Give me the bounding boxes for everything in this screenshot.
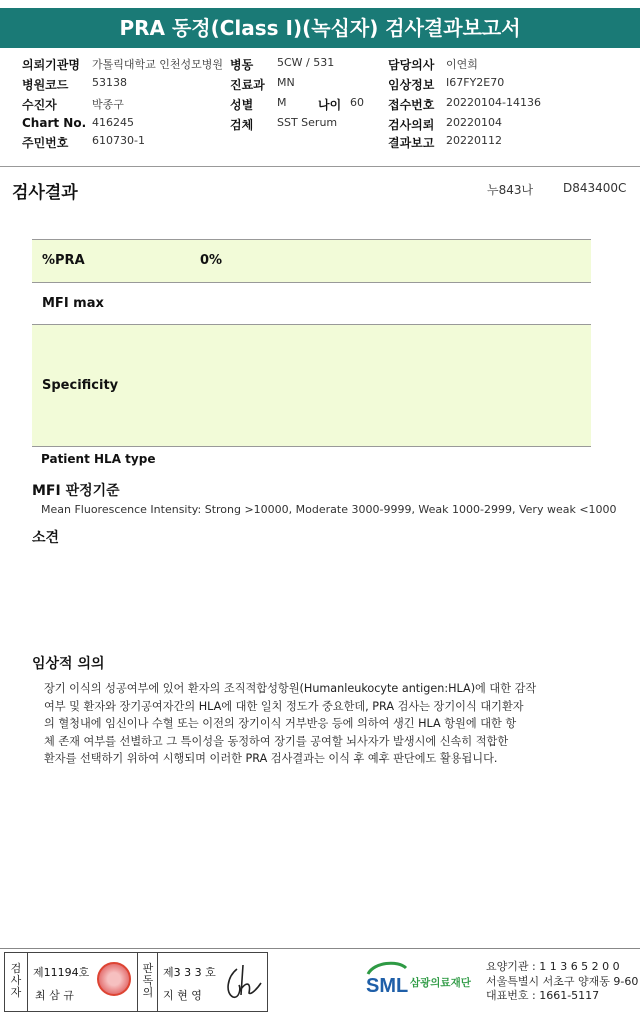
reviewer-label: [141, 963, 155, 999]
significance-line: 환자를 선택하기 위하여 시행되며 이러한 PRA 검사결과는 이식 후 예후 판단에도 활용됩니다.: [44, 752, 498, 765]
result-row-mfi-max: [32, 283, 591, 325]
sex-value: M: [277, 96, 287, 109]
report-date-label: 결과보고: [388, 136, 435, 150]
tester-seal: [97, 962, 131, 996]
specimen-label: 검체: [230, 118, 254, 132]
rrn-label: 주민번호: [22, 136, 69, 150]
footer-divider: [0, 948, 640, 949]
doctor-label: 담당의사: [388, 58, 435, 72]
org-address: 서울특별시 서초구 양재동 9-60: [486, 974, 639, 988]
org-code: 요양기관 : 1 1 3 6 5 2 0 0: [486, 960, 620, 973]
significance-line: 여부 및 환자와 장기공여자간의 HLA에 대한 일치 정도가 중요한데, PRA 검사는 장기이식 대기환자: [44, 699, 524, 713]
svg-text:삼광의료재단: 삼광의료재단: [410, 977, 471, 989]
request-date-label: 검사의뢰: [388, 118, 435, 132]
rrn-value: 610730-1: [92, 134, 145, 147]
reviewer-signature: [223, 959, 267, 1005]
result-row-pra: [32, 240, 591, 283]
patient-info: [0, 56, 640, 164]
mfi-criteria-text: Mean Fluorescence Intensity: Strong >10000, Moderate 3000-9999, Weak 1000-2999, Very weak <1000: [41, 503, 617, 516]
mfi-max-label: MFI max: [42, 296, 104, 311]
chart-no-value: 416245: [92, 116, 134, 129]
mfi-criteria-title: MFI 판정기준: [32, 483, 120, 499]
reviewer-name: 지 현 영: [163, 989, 202, 1002]
hospital-code-value: 53138: [92, 76, 127, 89]
sex-label: 성별: [230, 98, 254, 112]
clinical-significance-text: [44, 680, 589, 768]
chart-no-label: Chart No.: [22, 116, 87, 130]
results-title: 검사결과: [12, 183, 78, 203]
reception-value: 20220104-14136: [446, 96, 541, 109]
age-value: 60: [350, 96, 364, 109]
significance-line: 체 존재 여부를 선별하고 그 특이성을 동정하여 장기를 공여할 뇌사자가 발생시에 신속히 적합한: [44, 734, 509, 748]
reviewer-license-no: 제3 3 3 호: [163, 966, 216, 979]
sml-logo-icon: [364, 960, 480, 1004]
report-date-value: 20220112: [446, 134, 502, 147]
clinical-info-value: I67FY2E70: [446, 76, 505, 89]
report-title: PRA 동정(Class I)(녹십자) 검사결과보고서: [0, 8, 640, 48]
organization-info: [486, 960, 638, 1004]
doctor-value: 이연희: [446, 58, 478, 71]
ward-label: 병동: [230, 58, 254, 72]
significance-line: 장기 이식의 성공여부에 있어 환자의 조직적합성항원(Humanleukocyte antigen:HLA)에 대한 감작: [44, 682, 537, 695]
institution-label: 의뢰기관명: [22, 58, 80, 72]
request-date-value: 20220104: [446, 116, 502, 129]
tester-name: 최 삼 규: [35, 989, 74, 1002]
vertical-char: 독: [142, 974, 154, 987]
clinical-significance-title: 임상적 의의: [32, 656, 105, 672]
specificity-label: Specificity: [42, 378, 119, 393]
pra-value: 0%: [200, 253, 223, 268]
info-divider: [0, 166, 640, 167]
result-row-specificity: [32, 325, 591, 447]
pra-label: %PRA: [42, 253, 85, 268]
institution-value: 가톨릭대학교 인천성모병원: [92, 58, 224, 71]
signature-box: [4, 952, 268, 1012]
vertical-char: 자: [10, 986, 22, 999]
reception-label: 접수번호: [388, 98, 435, 112]
test-code-1: 누843나: [487, 183, 534, 197]
org-phone: 대표번호 : 1661-5117: [486, 989, 600, 1002]
specimen-value: SST Serum: [277, 116, 338, 129]
test-code-2: D843400C: [563, 181, 627, 195]
age-label: 나이: [318, 98, 342, 112]
patient-value: 박종구: [92, 98, 124, 111]
significance-line: 의 혈청내에 임신이나 수혈 또는 이전의 장기이식 거부반응 등에 의하여 생긴 HLA 항원에 대한 항: [44, 717, 517, 730]
dept-value: MN: [277, 76, 295, 89]
svg-text:SML: SML: [366, 975, 409, 997]
vertical-char: 의: [142, 986, 154, 999]
clinical-info-label: 임상정보: [388, 78, 435, 92]
vertical-char: 판: [142, 962, 154, 975]
patient-hla-type-label: Patient HLA type: [41, 452, 156, 466]
hospital-code-label: 병원코드: [22, 78, 69, 92]
opinion-title: 소견: [32, 530, 60, 546]
dept-label: 진료과: [230, 78, 265, 92]
vertical-char: 사: [10, 974, 22, 987]
ward-value: 5CW / 531: [277, 56, 335, 69]
tester-license-no: 제11194호: [33, 966, 90, 979]
sml-logo: [364, 960, 480, 1004]
patient-label: 수진자: [22, 98, 57, 112]
vertical-char: 검: [10, 962, 22, 975]
tester-label: [9, 963, 23, 999]
results-table: [32, 239, 591, 447]
